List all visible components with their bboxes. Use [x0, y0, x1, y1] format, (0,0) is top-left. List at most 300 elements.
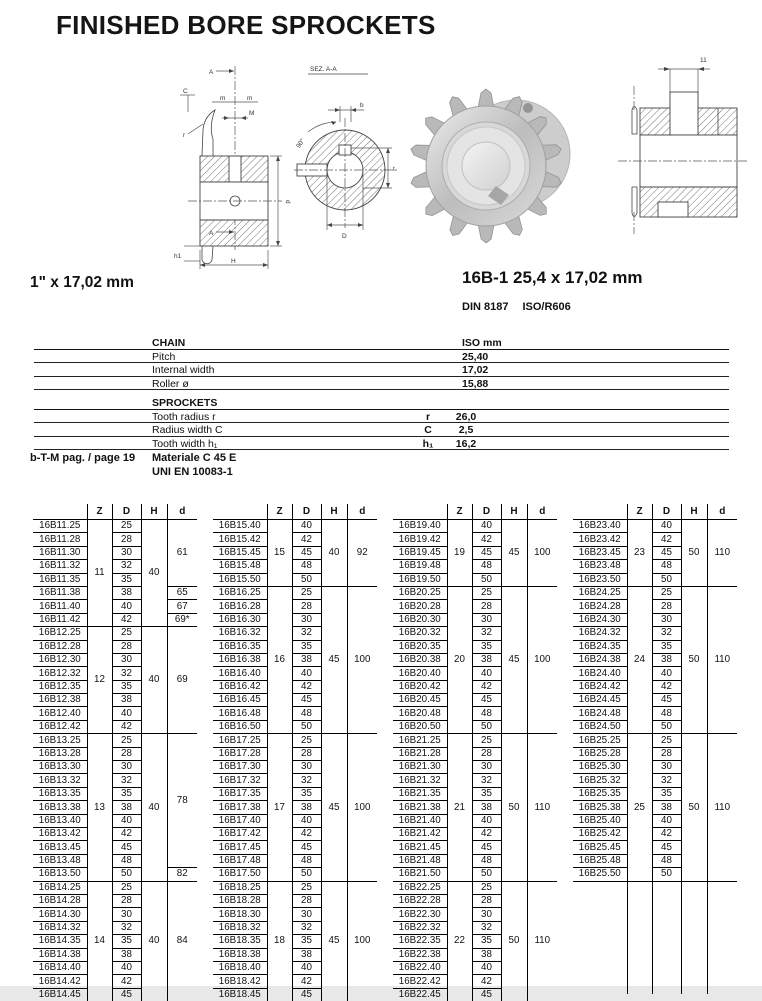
bore-diameter: 25	[472, 881, 501, 894]
table-row	[33, 734, 197, 747]
part-code: 16B22.25	[393, 881, 447, 894]
empty-cell	[652, 881, 681, 994]
bore-diameter: 45	[652, 841, 681, 854]
bore-diameter: 42	[112, 720, 141, 733]
part-code: 16B11.32	[33, 560, 87, 573]
parts-header-d: D	[652, 504, 681, 520]
parts-header-blank	[33, 504, 87, 520]
part-code: 16B18.25	[213, 881, 267, 894]
bore-diameter: 48	[292, 854, 321, 867]
part-code: 16B15.48	[213, 560, 267, 573]
side-view-drawing	[150, 58, 292, 272]
part-code: 16B13.48	[33, 854, 87, 867]
parts-header-row	[213, 504, 377, 520]
bore-diameter: 32	[652, 774, 681, 787]
teeth-count: 25	[627, 734, 652, 881]
part-code: 16B16.50	[213, 720, 267, 733]
sprockets-row-label: Tooth width h₁	[152, 437, 218, 450]
part-code: 16B21.28	[393, 747, 447, 760]
bore-diameter: 45	[652, 546, 681, 559]
bore-diameter: 40	[292, 814, 321, 827]
teeth-count: 22	[447, 881, 472, 1001]
part-code: 16B22.45	[393, 988, 447, 1001]
bore-diameter: 25	[112, 520, 141, 533]
bore-diameter: 28	[472, 894, 501, 907]
part-code: 16B17.35	[213, 787, 267, 800]
bore-diameter: 40	[292, 667, 321, 680]
parts-header-d: d	[527, 504, 557, 520]
part-code: 16B16.42	[213, 680, 267, 693]
part-code: 16B21.42	[393, 827, 447, 840]
part-code: 16B20.25	[393, 586, 447, 599]
bore-diameter: 45	[292, 546, 321, 559]
hub-length: 40	[141, 520, 167, 627]
chain-unit-header: ISO mm	[462, 337, 502, 349]
teeth-count: 23	[627, 520, 652, 587]
bore-diameter: 40	[472, 667, 501, 680]
bore-diameter: 25	[112, 881, 141, 894]
bore-diameter: 28	[112, 747, 141, 760]
bore-diameter: 30	[472, 908, 501, 921]
bore-diameter: 42	[472, 533, 501, 546]
chain-row-label: Internal width	[152, 364, 215, 377]
part-code: 16B24.50	[573, 720, 627, 733]
bore-diameter: 40	[472, 814, 501, 827]
bore-diameter: 28	[112, 533, 141, 546]
part-code: 16B12.30	[33, 653, 87, 666]
hub-length: 45	[321, 586, 347, 733]
part-code: 16B15.42	[213, 533, 267, 546]
part-code: 16B21.48	[393, 854, 447, 867]
outside-diameter: 100	[527, 520, 557, 587]
section-view-svg	[288, 60, 416, 256]
bore-diameter: 42	[292, 533, 321, 546]
bore-diameter: 25	[292, 586, 321, 599]
outside-diameter: 110	[707, 586, 737, 733]
bore-diameter: 30	[292, 908, 321, 921]
bore-diameter: 28	[472, 600, 501, 613]
bore-diameter: 32	[652, 627, 681, 640]
standards-line	[462, 301, 585, 313]
dim-label-h1: h1	[174, 253, 182, 260]
bore-diameter: 30	[652, 761, 681, 774]
part-code: 16B25.28	[573, 747, 627, 760]
part-code: 16B16.30	[213, 613, 267, 626]
bore-diameter: 50	[472, 868, 501, 881]
part-code: 16B16.38	[213, 653, 267, 666]
empty-cell	[573, 881, 627, 994]
sprockets-header: SPROCKETS	[152, 397, 218, 409]
part-code: 16B13.28	[33, 747, 87, 760]
part-code: 16B21.35	[393, 787, 447, 800]
front-view-svg	[610, 52, 752, 238]
bore-diameter: 32	[112, 667, 141, 680]
bore-diameter: 42	[292, 680, 321, 693]
part-code: 16B19.45	[393, 546, 447, 559]
part-code: 16B21.50	[393, 868, 447, 881]
table-row	[213, 734, 377, 747]
part-code: 16B17.45	[213, 841, 267, 854]
part-code: 16B13.38	[33, 801, 87, 814]
bore-diameter: 32	[112, 921, 141, 934]
bore-diameter: 40	[112, 961, 141, 974]
bore-diameter: 50	[112, 868, 141, 881]
parts-header-d: d	[347, 504, 377, 520]
bore-diameter: 38	[472, 653, 501, 666]
table-row	[393, 734, 557, 747]
outside-diameter: 78	[167, 734, 197, 868]
dim-label-a-bottom: A	[209, 230, 214, 237]
part-code: 16B25.25	[573, 734, 627, 747]
part-code: 16B16.28	[213, 600, 267, 613]
bore-diameter: 25	[472, 586, 501, 599]
bore-diameter: 32	[292, 921, 321, 934]
dim-label-angle: 90°	[295, 137, 307, 150]
bore-diameter: 32	[472, 921, 501, 934]
material-note: Materiale C 45 E	[152, 452, 237, 464]
part-code: 16B25.30	[573, 761, 627, 774]
part-code: 16B11.42	[33, 613, 87, 626]
hub-length: 40	[141, 881, 167, 1001]
dim-label-b: b	[360, 102, 364, 109]
bore-diameter: 30	[112, 546, 141, 559]
part-code: 16B24.45	[573, 694, 627, 707]
part-code: 16B24.38	[573, 653, 627, 666]
hub-length: 45	[321, 734, 347, 881]
bore-diameter: 35	[472, 640, 501, 653]
part-code: 16B20.45	[393, 694, 447, 707]
part-code: 16B12.40	[33, 707, 87, 720]
teeth-count: 17	[267, 734, 292, 881]
bore-diameter: 35	[112, 573, 141, 586]
part-code: 16B13.45	[33, 841, 87, 854]
part-code: 16B20.38	[393, 653, 447, 666]
section-view-drawing	[288, 60, 416, 256]
bore-diameter: 25	[112, 627, 141, 640]
sprockets-row	[34, 423, 729, 436]
part-code: 16B14.28	[33, 894, 87, 907]
bore-diameter: 42	[292, 827, 321, 840]
bore-diameter: 25	[652, 734, 681, 747]
part-code: 16B14.30	[33, 908, 87, 921]
parts-table-column	[393, 504, 557, 1001]
sprockets-table-rows	[34, 410, 729, 450]
bore-diameter: 38	[472, 948, 501, 961]
outside-diameter: 110	[527, 734, 557, 881]
bore-diameter: 42	[112, 975, 141, 988]
bore-diameter: 35	[112, 680, 141, 693]
bore-diameter: 40	[112, 600, 141, 613]
bore-diameter: 48	[472, 560, 501, 573]
outside-diameter: 82	[167, 868, 197, 881]
bore-diameter: 30	[112, 761, 141, 774]
table-row	[213, 881, 377, 894]
part-code: 16B17.50	[213, 868, 267, 881]
bore-diameter: 40	[652, 814, 681, 827]
outside-diameter: 61	[167, 520, 197, 587]
part-code: 16B23.42	[573, 533, 627, 546]
bore-diameter: 50	[292, 720, 321, 733]
part-code: 16B14.25	[33, 881, 87, 894]
bore-diameter: 48	[472, 854, 501, 867]
outside-diameter: 84	[167, 881, 197, 1001]
table-row	[573, 586, 737, 599]
bore-diameter: 45	[292, 988, 321, 1001]
sprockets-row	[34, 410, 729, 423]
part-code: 16B12.42	[33, 720, 87, 733]
table-row	[573, 734, 737, 747]
dim-label-bore: D	[342, 233, 347, 240]
part-code: 16B16.48	[213, 707, 267, 720]
sprocket-photo-svg	[416, 66, 568, 260]
part-code: 16B22.35	[393, 935, 447, 948]
part-code: 16B17.25	[213, 734, 267, 747]
part-code: 16B23.45	[573, 546, 627, 559]
sprockets-row-value: 2,5	[458, 424, 474, 437]
parts-header-d: D	[472, 504, 501, 520]
bore-diameter: 32	[112, 774, 141, 787]
part-code: 16B13.40	[33, 814, 87, 827]
part-code: 16B24.25	[573, 586, 627, 599]
sprockets-row-label: Radius width C	[152, 424, 223, 437]
bore-diameter: 25	[112, 734, 141, 747]
dim-label-c: C	[183, 88, 188, 95]
part-code: 16B13.32	[33, 774, 87, 787]
part-code: 16B12.35	[33, 680, 87, 693]
part-code: 16B21.45	[393, 841, 447, 854]
bore-diameter: 38	[652, 801, 681, 814]
dim-label-m-right: m	[247, 95, 253, 102]
bore-diameter: 25	[292, 881, 321, 894]
dim-label-r: r	[183, 132, 186, 139]
bore-diameter: 40	[292, 961, 321, 974]
part-code: 16B20.42	[393, 680, 447, 693]
bore-diameter: 42	[112, 613, 141, 626]
part-code: 16B17.32	[213, 774, 267, 787]
part-code: 16B14.35	[33, 935, 87, 948]
sprockets-row-value: 26,0	[455, 411, 477, 423]
part-code: 16B20.40	[393, 667, 447, 680]
bore-diameter: 35	[292, 640, 321, 653]
sprockets-row-symbol: h₁	[422, 437, 434, 450]
bore-diameter: 30	[292, 613, 321, 626]
bore-diameter: 45	[292, 841, 321, 854]
bore-diameter: 40	[472, 961, 501, 974]
part-code: 16B20.35	[393, 640, 447, 653]
bore-diameter: 38	[472, 801, 501, 814]
bore-diameter: 42	[112, 827, 141, 840]
bore-diameter: 32	[292, 774, 321, 787]
bore-diameter: 32	[292, 627, 321, 640]
part-code: 16B18.32	[213, 921, 267, 934]
hub-length: 50	[681, 734, 707, 881]
part-code: 16B20.28	[393, 600, 447, 613]
bore-diameter: 35	[652, 640, 681, 653]
bore-diameter: 50	[472, 573, 501, 586]
part-code: 16B24.28	[573, 600, 627, 613]
table-row	[33, 600, 197, 613]
teeth-count: 11	[87, 520, 112, 627]
part-code: 16B17.42	[213, 827, 267, 840]
bore-diameter: 50	[472, 720, 501, 733]
parts-header-z: Z	[627, 504, 652, 520]
parts-header-z: Z	[447, 504, 472, 520]
parts-table	[33, 504, 745, 1000]
teeth-count: 18	[267, 881, 292, 1001]
bore-diameter: 42	[472, 680, 501, 693]
din-standard: DIN 8187	[462, 301, 509, 313]
part-code: 16B16.35	[213, 640, 267, 653]
outside-diameter: 110	[527, 881, 557, 1001]
bore-diameter: 30	[112, 653, 141, 666]
outside-diameter: 92	[347, 520, 377, 587]
part-code: 16B16.40	[213, 667, 267, 680]
teeth-count: 19	[447, 520, 472, 587]
parts-header-d: d	[167, 504, 197, 520]
material-standard-note: UNI EN 10083-1	[152, 466, 233, 478]
part-code: 16B19.50	[393, 573, 447, 586]
parts-header-z: Z	[87, 504, 112, 520]
outside-diameter: 100	[347, 586, 377, 733]
part-code: 16B25.35	[573, 787, 627, 800]
part-code: 16B12.38	[33, 694, 87, 707]
outside-diameter: 67	[167, 600, 197, 613]
part-code: 16B11.38	[33, 586, 87, 599]
bore-diameter: 28	[652, 747, 681, 760]
teeth-count: 20	[447, 586, 472, 733]
bore-diameter: 32	[472, 627, 501, 640]
dim-label-h: H	[231, 258, 236, 265]
bore-diameter: 38	[292, 801, 321, 814]
parts-header-blank	[573, 504, 627, 520]
outside-diameter: 110	[707, 520, 737, 587]
part-code: 16B22.28	[393, 894, 447, 907]
part-code: 16B14.40	[33, 961, 87, 974]
part-code: 16B22.38	[393, 948, 447, 961]
part-code: 16B21.32	[393, 774, 447, 787]
dim-label-d: d	[284, 200, 291, 204]
parts-header-blank	[213, 504, 267, 520]
parts-header-h: H	[681, 504, 707, 520]
chain-row-value: 15,88	[462, 377, 489, 390]
front-view-drawing	[610, 52, 752, 238]
iso-standard: ISO/R606	[522, 301, 571, 313]
part-code: 16B17.38	[213, 801, 267, 814]
hub-length: 40	[321, 520, 347, 587]
chain-row	[34, 363, 729, 376]
part-code: 16B20.32	[393, 627, 447, 640]
page-title: FINISHED BORE SPROCKETS	[56, 10, 436, 40]
part-code: 16B18.38	[213, 948, 267, 961]
part-code: 16B22.30	[393, 908, 447, 921]
bore-diameter: 35	[472, 935, 501, 948]
chain-row-label: Roller ø	[152, 377, 189, 390]
part-code: 16B20.50	[393, 720, 447, 733]
part-code: 16B16.45	[213, 694, 267, 707]
table-row	[33, 881, 197, 894]
hub-length: 45	[501, 520, 527, 587]
table-row	[33, 613, 197, 626]
part-code: 16B13.25	[33, 734, 87, 747]
part-code: 16B17.48	[213, 854, 267, 867]
part-code: 16B15.45	[213, 546, 267, 559]
table-row	[213, 586, 377, 599]
parts-header-h: H	[501, 504, 527, 520]
bore-diameter: 28	[112, 640, 141, 653]
bore-diameter: 50	[652, 573, 681, 586]
bore-diameter: 35	[292, 935, 321, 948]
section-title: SEZ. A-A	[310, 66, 337, 73]
side-view-svg	[150, 58, 292, 272]
part-code: 16B19.40	[393, 520, 447, 533]
bore-diameter: 50	[652, 868, 681, 881]
chain-header: CHAIN	[152, 337, 186, 349]
chain-row-value: 25,40	[462, 351, 489, 363]
bore-diameter: 40	[292, 520, 321, 533]
parts-header-h: H	[141, 504, 167, 520]
part-code: 16B17.40	[213, 814, 267, 827]
bore-diameter: 32	[472, 774, 501, 787]
outside-diameter: 110	[707, 734, 737, 881]
part-code: 16B24.40	[573, 667, 627, 680]
hub-length: 40	[141, 627, 167, 734]
bore-diameter: 38	[652, 653, 681, 666]
empty-cell	[707, 881, 737, 994]
bore-diameter: 28	[292, 600, 321, 613]
part-code: 16B20.48	[393, 707, 447, 720]
parts-header-h: H	[321, 504, 347, 520]
size-heading-left: 1" x 17,02 mm	[30, 274, 134, 291]
chain-table	[34, 336, 729, 390]
bore-diameter: 38	[112, 948, 141, 961]
outside-diameter: 100	[347, 881, 377, 1001]
part-code: 16B22.42	[393, 975, 447, 988]
outside-diameter: 100	[347, 734, 377, 881]
outside-diameter: 69*	[167, 613, 197, 626]
dim-label-m-cap: M	[249, 110, 255, 117]
table-row	[393, 881, 557, 894]
bore-diameter: 50	[292, 573, 321, 586]
dim-label-11: 11	[700, 57, 707, 64]
table-row	[213, 520, 377, 533]
part-code: 16B25.45	[573, 841, 627, 854]
table-row	[33, 520, 197, 533]
bore-diameter: 42	[292, 975, 321, 988]
dim-label-m-left: m	[220, 95, 226, 102]
table-row	[393, 520, 557, 533]
part-code: 16B12.25	[33, 627, 87, 640]
empty-row	[573, 881, 737, 994]
parts-header-row	[573, 504, 737, 520]
sprockets-row-symbol: C	[424, 424, 432, 437]
table-row	[33, 627, 197, 640]
part-code: 16B14.45	[33, 988, 87, 1001]
hub-length: 45	[321, 881, 347, 1001]
parts-header-d: d	[707, 504, 737, 520]
part-code: 16B22.32	[393, 921, 447, 934]
bore-diameter: 40	[472, 520, 501, 533]
bore-diameter: 38	[292, 653, 321, 666]
part-code: 16B14.32	[33, 921, 87, 934]
bore-diameter: 48	[472, 707, 501, 720]
bore-diameter: 48	[292, 560, 321, 573]
bore-diameter: 42	[472, 975, 501, 988]
teeth-count: 24	[627, 586, 652, 733]
part-code: 16B15.50	[213, 573, 267, 586]
bore-diameter: 25	[292, 734, 321, 747]
part-code: 16B11.35	[33, 573, 87, 586]
part-code: 16B11.30	[33, 546, 87, 559]
